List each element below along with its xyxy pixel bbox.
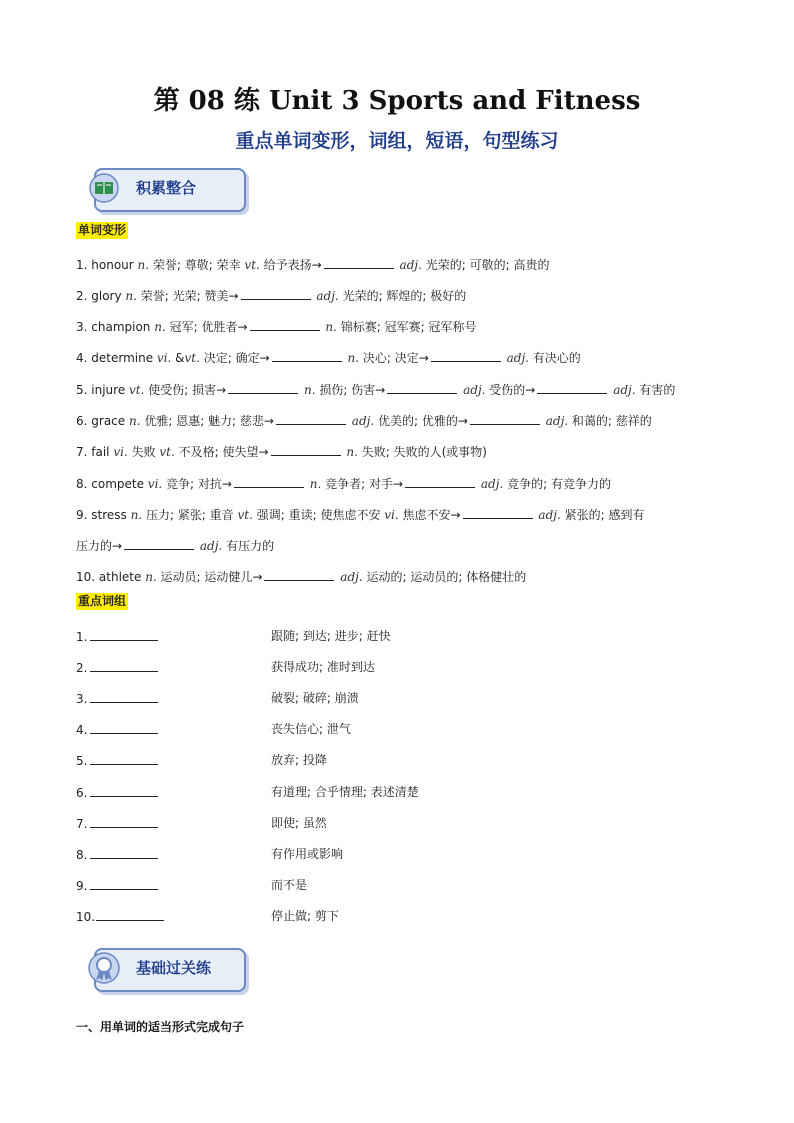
word-form-text: 锦标赛; 冠军赛; 冠军称号 bbox=[336, 320, 477, 334]
part-of-speech: adj. bbox=[316, 289, 339, 303]
phrase-number: 7. bbox=[76, 817, 88, 831]
part-of-speech: vt. bbox=[129, 383, 145, 397]
word-form-text: 6. grace bbox=[76, 414, 129, 428]
part-of-speech: n. bbox=[125, 289, 137, 303]
phrase-number: 10. bbox=[76, 910, 96, 924]
answer-blank[interactable] bbox=[470, 413, 540, 425]
answer-blank[interactable] bbox=[387, 382, 457, 394]
phrase-item bbox=[76, 659, 158, 676]
part-of-speech: adj. bbox=[351, 414, 375, 428]
answer-blank[interactable] bbox=[90, 846, 158, 859]
word-form-item bbox=[76, 350, 581, 366]
part-of-speech: adj. bbox=[199, 539, 223, 553]
word-form-item bbox=[76, 382, 675, 398]
banner-accumulate bbox=[84, 164, 246, 212]
word-form-text: 运动的; 运动员的; 体格健壮的 bbox=[362, 570, 527, 584]
part-of-speech: adj. bbox=[545, 414, 569, 428]
phrase-meaning: 有作用或影响 bbox=[271, 847, 344, 861]
word-form-text: 7. fail bbox=[76, 445, 114, 459]
word-form-item bbox=[76, 507, 644, 523]
tag-word-forms: 单词变形 bbox=[78, 223, 127, 237]
word-form-text: 运动员; 运动健儿→ bbox=[156, 570, 263, 584]
phrase-meaning: 而不是 bbox=[271, 878, 308, 892]
part-of-speech: adj. bbox=[463, 383, 486, 397]
phrase-meaning: 停止做; 剪下 bbox=[271, 909, 339, 923]
phrase-item bbox=[76, 721, 158, 738]
word-form-text: 有害的 bbox=[635, 383, 676, 397]
part-of-speech: vi. bbox=[156, 351, 172, 365]
answer-blank[interactable] bbox=[537, 382, 607, 394]
phrase-meaning: 有道理; 合乎情理; 表述清楚 bbox=[271, 785, 419, 799]
word-form-text: 有决心的 bbox=[528, 351, 581, 365]
part-of-speech: n. bbox=[304, 383, 316, 397]
word-form-item bbox=[76, 476, 611, 492]
answer-blank[interactable] bbox=[264, 569, 334, 581]
word-form-text: 决定; 确定→ bbox=[199, 351, 270, 365]
phrase-number: 4. bbox=[76, 723, 88, 737]
word-form-item bbox=[76, 319, 476, 335]
word-form-text: 竞争的; 有竞争力的 bbox=[503, 477, 611, 491]
phrase-meaning: 破裂; 破碎; 崩溃 bbox=[271, 691, 359, 705]
word-form-item bbox=[76, 257, 549, 273]
word-form-item bbox=[76, 288, 466, 304]
word-form-text: 损伤; 伤害→ bbox=[315, 383, 386, 397]
phrase-item bbox=[76, 846, 158, 863]
part-of-speech: n. bbox=[130, 508, 143, 522]
word-form-text: 光荣的; 可敬的; 高贵的 bbox=[421, 258, 550, 272]
phrase-number: 6. bbox=[76, 786, 88, 800]
word-form-text: 3. champion bbox=[76, 320, 155, 334]
answer-blank[interactable] bbox=[90, 721, 158, 734]
word-form-text: 9. stress bbox=[76, 508, 131, 522]
phrase-number: 1. bbox=[76, 630, 88, 644]
word-form-text: 失败 bbox=[127, 445, 160, 459]
word-form-text: 受伤的→ bbox=[485, 383, 536, 397]
word-form-item bbox=[76, 538, 274, 554]
answer-blank[interactable] bbox=[276, 413, 346, 425]
part-of-speech: vt. bbox=[237, 508, 253, 522]
part-of-speech: n. bbox=[154, 320, 166, 334]
part-of-speech: vi. bbox=[384, 508, 399, 522]
part-of-speech: n. bbox=[346, 445, 358, 459]
part-of-speech: adj. bbox=[538, 508, 561, 522]
phrase-meaning: 放弃; 投降 bbox=[271, 753, 327, 767]
answer-blank[interactable] bbox=[431, 350, 501, 362]
part-of-speech: vt. bbox=[159, 445, 175, 459]
phrase-item bbox=[76, 784, 158, 801]
phrase-meaning: 获得成功; 准时到达 bbox=[271, 660, 375, 674]
word-form-item bbox=[76, 444, 487, 460]
phrase-meaning: 跟随; 到达; 进步; 赶快 bbox=[271, 629, 391, 643]
phrase-meaning: 丧失信心; 泄气 bbox=[271, 722, 351, 736]
phrase-item bbox=[76, 908, 164, 925]
part-of-speech: adj. bbox=[613, 383, 636, 397]
part-of-speech: adj. bbox=[480, 477, 504, 491]
word-form-text: 使受伤; 损害→ bbox=[144, 383, 227, 397]
answer-blank[interactable] bbox=[90, 815, 158, 828]
answer-blank[interactable] bbox=[90, 877, 158, 890]
answer-blank[interactable] bbox=[124, 538, 194, 550]
part-of-speech: vi. bbox=[113, 445, 128, 459]
answer-blank[interactable] bbox=[228, 382, 298, 394]
part-of-speech: adj. bbox=[506, 351, 529, 365]
word-form-text: 荣誉; 光荣; 赞美→ bbox=[136, 289, 239, 303]
answer-blank[interactable] bbox=[90, 690, 158, 703]
answer-blank[interactable] bbox=[271, 444, 341, 456]
banner-label: 积累整合 bbox=[136, 179, 197, 197]
word-form-text: 有压力的 bbox=[222, 539, 275, 553]
answer-blank[interactable] bbox=[250, 319, 320, 331]
word-form-text: 1. honour bbox=[76, 258, 138, 272]
part-of-speech: vt. bbox=[184, 351, 200, 365]
word-form-text: 光荣的; 辉煌的; 极好的 bbox=[338, 289, 467, 303]
phrase-number: 5. bbox=[76, 754, 88, 768]
word-form-item bbox=[76, 413, 652, 429]
part-of-speech: n. bbox=[309, 477, 322, 491]
part-of-speech: adj. bbox=[399, 258, 422, 272]
part-of-speech: adj. bbox=[340, 570, 363, 584]
part-of-speech: vi. bbox=[147, 477, 163, 491]
phrase-item bbox=[76, 752, 158, 769]
part-of-speech: n. bbox=[128, 414, 141, 428]
word-form-text: 压力; 紧张; 重音 bbox=[142, 508, 238, 522]
section-heading: 一、用单词的适当形式完成句子 bbox=[76, 1020, 245, 1034]
word-form-text: 焦虑不安→ bbox=[398, 508, 461, 522]
word-form-text: 优美的; 优雅的→ bbox=[374, 414, 468, 428]
answer-blank[interactable] bbox=[90, 659, 158, 672]
banner-basic bbox=[84, 944, 246, 992]
answer-blank[interactable] bbox=[405, 476, 475, 488]
phrase-number: 8. bbox=[76, 848, 88, 862]
phrase-number: 2. bbox=[76, 661, 88, 675]
word-form-text: 4. determine bbox=[76, 351, 157, 365]
word-form-text: 给予表扬→ bbox=[259, 258, 322, 272]
page-subtitle: 重点单词变形，词组，短语，句型练习 bbox=[235, 130, 559, 152]
word-form-text: 2. glory bbox=[76, 289, 126, 303]
part-of-speech: n. bbox=[325, 320, 337, 334]
answer-blank[interactable] bbox=[272, 350, 342, 362]
word-form-text: 竞争; 对抗→ bbox=[162, 477, 232, 491]
part-of-speech: n. bbox=[347, 351, 360, 365]
phrase-item bbox=[76, 690, 158, 707]
part-of-speech: vt. bbox=[244, 258, 260, 272]
word-form-text: 优雅; 恩惠; 魅力; 慈悲→ bbox=[140, 414, 274, 428]
word-form-text: 决心; 决定→ bbox=[359, 351, 429, 365]
answer-blank[interactable] bbox=[234, 476, 304, 488]
word-form-text: 冠军; 优胜者→ bbox=[165, 320, 248, 334]
phrase-item bbox=[76, 877, 158, 894]
word-form-text: 荣誉; 尊敬; 荣幸 bbox=[149, 258, 245, 272]
answer-blank[interactable] bbox=[241, 288, 311, 300]
phrase-item bbox=[76, 628, 158, 645]
answer-blank[interactable] bbox=[90, 628, 158, 641]
phrase-item bbox=[76, 815, 158, 832]
word-form-text: 5. injure bbox=[76, 383, 130, 397]
part-of-speech: n. bbox=[137, 258, 150, 272]
word-form-text: 8. compete bbox=[76, 477, 148, 491]
word-form-text: & bbox=[171, 351, 185, 365]
answer-blank[interactable] bbox=[324, 257, 394, 269]
answer-blank[interactable] bbox=[90, 752, 158, 765]
word-form-text: 不及格; 使失望→ bbox=[174, 445, 269, 459]
word-form-text: 强调; 重读; 使焦虑不安 bbox=[252, 508, 385, 522]
book-icon bbox=[84, 170, 124, 206]
word-form-item bbox=[76, 569, 526, 585]
page-title: 第 08 练 Unit 3 Sports and Fitness bbox=[153, 86, 641, 116]
phrase-meaning: 即使; 虽然 bbox=[271, 816, 327, 830]
medal-icon bbox=[84, 950, 124, 986]
answer-blank[interactable] bbox=[463, 507, 533, 519]
word-form-text: 10. athlete bbox=[76, 570, 146, 584]
word-form-text: 压力的→ bbox=[76, 539, 123, 553]
phrase-number: 9. bbox=[76, 879, 88, 893]
answer-blank[interactable] bbox=[90, 784, 158, 797]
word-form-text: 和蔼的; 慈祥的 bbox=[568, 414, 652, 428]
word-form-text: 失败; 失败的人(或事物) bbox=[357, 445, 487, 459]
phrase-number: 3. bbox=[76, 692, 88, 706]
part-of-speech: n. bbox=[145, 570, 157, 584]
answer-blank[interactable] bbox=[96, 908, 164, 921]
word-form-text: 竞争者; 对手→ bbox=[321, 477, 404, 491]
word-form-text: 紧张的; 感到有 bbox=[560, 508, 645, 522]
tag-phrases: 重点词组 bbox=[78, 594, 127, 608]
banner-label: 基础过关练 bbox=[136, 959, 212, 977]
